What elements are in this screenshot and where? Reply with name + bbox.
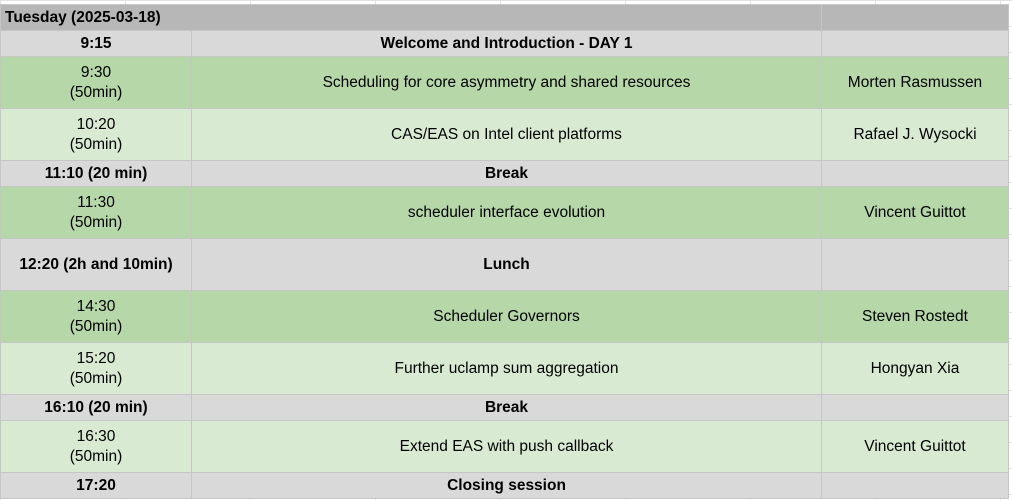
table-row [1,473,1009,499]
day-header-row [1,5,1009,31]
duration-text: (50min) [69,317,123,335]
time-cell[interactable] [1,57,192,109]
time-text: 9:30 [80,63,112,81]
table-row [1,31,1009,57]
session-title-cell[interactable]: Lunch [192,239,822,291]
table-row [1,291,1009,343]
session-title-cell[interactable]: Scheduling for core asymmetry and shared resources [192,57,822,109]
speaker-cell[interactable]: Steven Rostedt [822,291,1009,343]
time-cell[interactable] [1,473,192,499]
speaker-cell[interactable]: Morten Rasmussen [822,57,1009,109]
time-text: 12:20 (2h and 10min) [19,255,173,273]
duration-text: (50min) [69,83,123,101]
table-row [1,109,1009,161]
time-text: 14:30 [76,297,116,315]
duration-text: (50min) [69,213,123,231]
time-text: 10:20 [76,115,116,133]
speaker-cell[interactable] [822,31,1009,57]
speaker-cell[interactable]: Hongyan Xia [822,343,1009,395]
session-title-cell[interactable]: Scheduler Governors [192,291,822,343]
duration-text: (50min) [69,369,123,387]
session-title-cell[interactable]: Extend EAS with push callback [192,421,822,473]
session-title-cell[interactable]: Break [192,161,822,187]
table-row [1,239,1009,291]
time-cell[interactable] [1,187,192,239]
table-row [1,421,1009,473]
time-cell[interactable] [1,421,192,473]
time-text: 9:15 [80,34,112,52]
speaker-cell[interactable]: Vincent Guittot [822,187,1009,239]
session-title-cell[interactable]: Break [192,395,822,421]
session-title-cell[interactable]: Welcome and Introduction - DAY 1 [192,31,822,57]
time-cell[interactable] [1,161,192,187]
speaker-cell[interactable]: Rafael J. Wysocki [822,109,1009,161]
duration-text: (50min) [69,447,123,465]
speaker-cell[interactable] [822,239,1009,291]
time-text: 16:10 (20 min) [44,398,148,416]
speaker-cell[interactable] [822,473,1009,499]
time-cell[interactable] [1,239,192,291]
day-header-empty-cell[interactable] [822,5,1009,31]
table-row [1,343,1009,395]
table-row [1,187,1009,239]
day-header-cell[interactable]: Tuesday (2025-03-18) [1,5,822,31]
session-title-cell[interactable]: Closing session [192,473,822,499]
time-cell[interactable] [1,395,192,421]
time-cell[interactable] [1,109,192,161]
time-cell[interactable] [1,31,192,57]
time-cell[interactable] [1,343,192,395]
time-text: 17:20 [76,476,116,494]
session-title-cell[interactable]: scheduler interface evolution [192,187,822,239]
time-text: 16:30 [76,427,116,445]
table-row [1,395,1009,421]
speaker-cell[interactable] [822,395,1009,421]
speaker-cell[interactable] [822,161,1009,187]
speaker-cell[interactable]: Vincent Guittot [822,421,1009,473]
session-title-cell[interactable]: Further uclamp sum aggregation [192,343,822,395]
time-text: 11:30 [77,193,115,211]
session-title-cell[interactable]: CAS/EAS on Intel client platforms [192,109,822,161]
table-row [1,57,1009,109]
time-cell[interactable] [1,291,192,343]
schedule-table [0,4,1009,499]
table-row [1,161,1009,187]
duration-text: (50min) [69,135,123,153]
time-text: 15:20 [76,349,116,367]
time-text: 11:10 (20 min) [44,164,148,182]
